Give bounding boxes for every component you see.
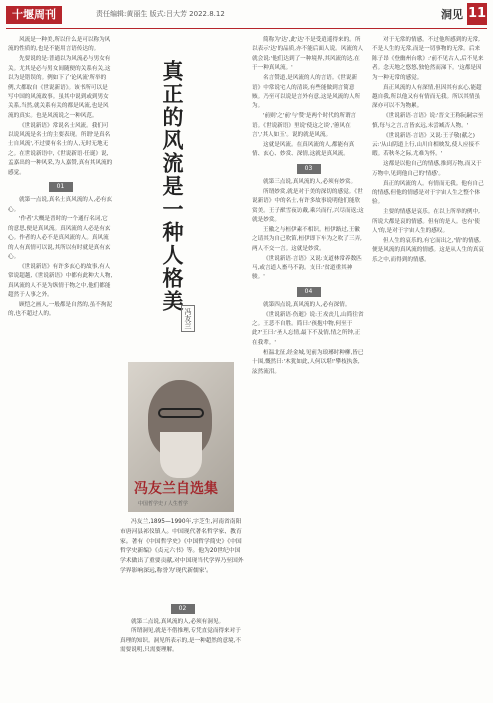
paragraph: 桓温北征,经金城,见前为琅琊时种柳,皆已十围,慨然曰:'木犹如此,人何以堪!'攀枝执条,泫然流泪。 <box>252 349 364 375</box>
paragraph: 就第二点说,真风流的人,必须有洞见。 <box>131 619 225 625</box>
paragraph: 所谓洞见,就是不借推理,专凭直觉而得来对于真理的知识。洞见所表示的,是一种超然的意境,不需要说明,只需要理解。 <box>120 628 242 654</box>
page-header <box>0 0 493 30</box>
header-meta: 责任编辑:黄丽生 版式:吕大芳 2022.8.12 <box>96 10 225 18</box>
paragraph: '前则'之'前'与'赞'是两个时代的所谓言语。《世说新语》里说'使这之谈','蕙风在言','其人如玉'。说的就是风流。 <box>252 113 357 139</box>
section-number: 04 <box>297 287 321 297</box>
article-byline: 冯友兰 <box>181 305 195 332</box>
column-1 <box>8 36 113 696</box>
paragraph: 简称为'达',此'达'不是受逍遥得来的。所以表示'达'的品质,亦不能后面人说。风流的人就会说:'他们达到了一种境界,其风流的达,在于一种真风流。' <box>252 37 364 72</box>
header-rule <box>6 28 487 29</box>
column-2-bottom <box>120 600 245 696</box>
column-4 <box>372 36 485 696</box>
paragraph: 《世说新语·言语》又说:支道林常养数匹马,或言道人畜马不韵。支曰:'贫道重其神骏。' <box>252 255 362 281</box>
paragraph: 但人生的哀乐的,有它而出之,'情'的情感,便是风流的真风流的情感。这是从人生的真哀乐之中,而得到的情感。 <box>372 238 484 263</box>
paragraph: 风流是一种美,所以什么是可以称为风流的性质的,也是不能用言语传达的。 <box>8 37 111 53</box>
paragraph: 名言赞道,是风流的人的言语。《世说新语》中常说宅人的清谈,有些能做到言简意赅。乃至可以说是言外有意,这是风流的人所为。 <box>252 75 361 110</box>
paragraph: 《世说新语》常说名士风流。我们可以说风流是名士的主要表现。所谓'是真名士自风流',不过要有名士的人,无时无地无之。在世说新语中,《世说新语·任诞》说,孟嘉出的一种风采,为人嘉赞,真有其风流的感觉。 <box>8 122 113 176</box>
paragraph: 先要说的是:普通以为风流必与男女有关。尤其是必与男女间随便的关系有关,这以为是错误的。例如下了'论风流'所举的例,大都取自《世说新语》。该书所可以是写中国的风流故事。虽其中说到或到男女关系,当然,就关系有关的都是风流,也是风流的真实。也是风流说之一种风范。 <box>8 56 111 119</box>
col3-intro <box>252 36 365 160</box>
section-number: 03 <box>297 164 321 174</box>
paragraph: 就第四点说,真风流的人,必有深情。 <box>263 301 351 308</box>
paragraph: 这就是风流。在真风流的人,都能有真情、玄心、妙赏、深情,这就是真风流。 <box>252 141 355 158</box>
column-3 <box>252 36 365 696</box>
book-cover-subtitle: 中国哲学史 / 人生哲学 <box>138 501 188 507</box>
paragraph: 就第一点说,真名士真风流的人,必有玄心。 <box>8 197 113 213</box>
paragraph: 王徽之与桓伊素不相识。桓伊路过,王徽之请其为自己吹笛,桓伊即下车为之吹了三弄,两人不交一言。这就是妙赏。 <box>252 226 362 252</box>
paragraph: 这都是以他自己的情感,推到万物,而又于万物中,见到他自己的'情感'。 <box>372 161 482 177</box>
paragraph: 主要的情感是哀乐。在以上所举的例中,所说大都是哀的情感。但有的是人。也有'使人'的,是对于宇宙人生的感叹。 <box>372 209 480 235</box>
paragraph: 对于无常的情感。不过他所感到的无常,不是人生的无常,而是一切事物的无常。后来陈子昂《登幽州台歌》:'前不见古人,后不见来者。念天地之悠悠,独怆然而涕下。'这都是因为一种无常的感觉。 <box>372 37 484 81</box>
col3-sections <box>252 164 365 377</box>
paragraph: 就第三点说,真风流的人,必须有妙赏。 <box>263 178 357 185</box>
page-number: 11 <box>467 3 487 25</box>
section-number: 01 <box>49 182 73 192</box>
paragraph: 《世说新语·言语》说:'晋文王称阮嗣宗至慎,每与之言,言皆玄远,未尝臧否人物。' <box>372 113 484 129</box>
paragraph: 《世说新语·言语》又说:王子敬(献之)云:'从山阴道上行,山川自相映发,使人应接不暇。若秋冬之际,尤难为怀。' <box>372 132 480 158</box>
paragraph: 所谓妙赏,就是对于美的深切的感觉。《世说新语》中的名士,有许多故事说明他们能欣赏美。王子猷雪夜访戴,乘兴而行,兴尽而返;这就是妙赏。 <box>252 188 364 223</box>
paragraph: 《世说新语·伤逝》说:王戎丧儿,山简往省之。王悲不自胜。简曰:'孩抱中物,何至于此?'王曰:'圣人忘情,最下不及情,情之所钟,正在我辈。' <box>252 311 364 346</box>
photo-caption: 冯友兰,1895—1990年,字芝生,河南省南阳市唐河县祁仪镇人。中国现代著名哲学家、教育家。著有《中国哲学史》《中国哲学简史》《中国哲学史新编》《贞元六书》等。他为20世纪中国学术做出了重要贡献,对中国现当代学界乃至国外学界影响深远,称誉为'现代新儒家'。 <box>120 519 244 574</box>
paragraph: 顾恺之画人,一般都是自然的,虽不拘泥的,也不超过人的。 <box>8 302 113 318</box>
masthead: 十堰周刊 <box>6 6 62 24</box>
portrait-beard <box>160 432 202 478</box>
paragraph: '作者'大概是晋时的一个通行名词,它的意思,便是真风流。真风流的人必是有玄心。作者的人必不是真风流的人。真风流的人有真情可以说,其所以有时就是真有玄心。 <box>8 216 111 261</box>
section-number: 02 <box>171 604 195 614</box>
book-cover-title: 冯友兰自选集 <box>134 481 218 497</box>
author-photo <box>128 362 234 512</box>
paragraph: 《世说新语》有许多玄心的故事,有人常说超越,《世说新语》中都有此种大人物,真风流的人不是为纵情于物之中,他们都能超然于人事之外。 <box>8 263 113 299</box>
section-name: 洞见 <box>441 8 463 21</box>
article-title: 真正的风流是一种人格美 <box>160 60 185 313</box>
col1-sections <box>8 182 113 320</box>
paragraph: 真正的风流的人。有情而无我。他有自己的情感,但他的情感是对于宇宙人生之整个体验。 <box>372 180 484 206</box>
col1-intro <box>8 36 113 178</box>
paragraph: 真正风流的人有深情,但因其有玄心,能超越自我,所以他又有有情而无我。所以其情虽深亦可以不为物累。 <box>372 84 482 110</box>
portrait-glasses <box>158 408 204 418</box>
